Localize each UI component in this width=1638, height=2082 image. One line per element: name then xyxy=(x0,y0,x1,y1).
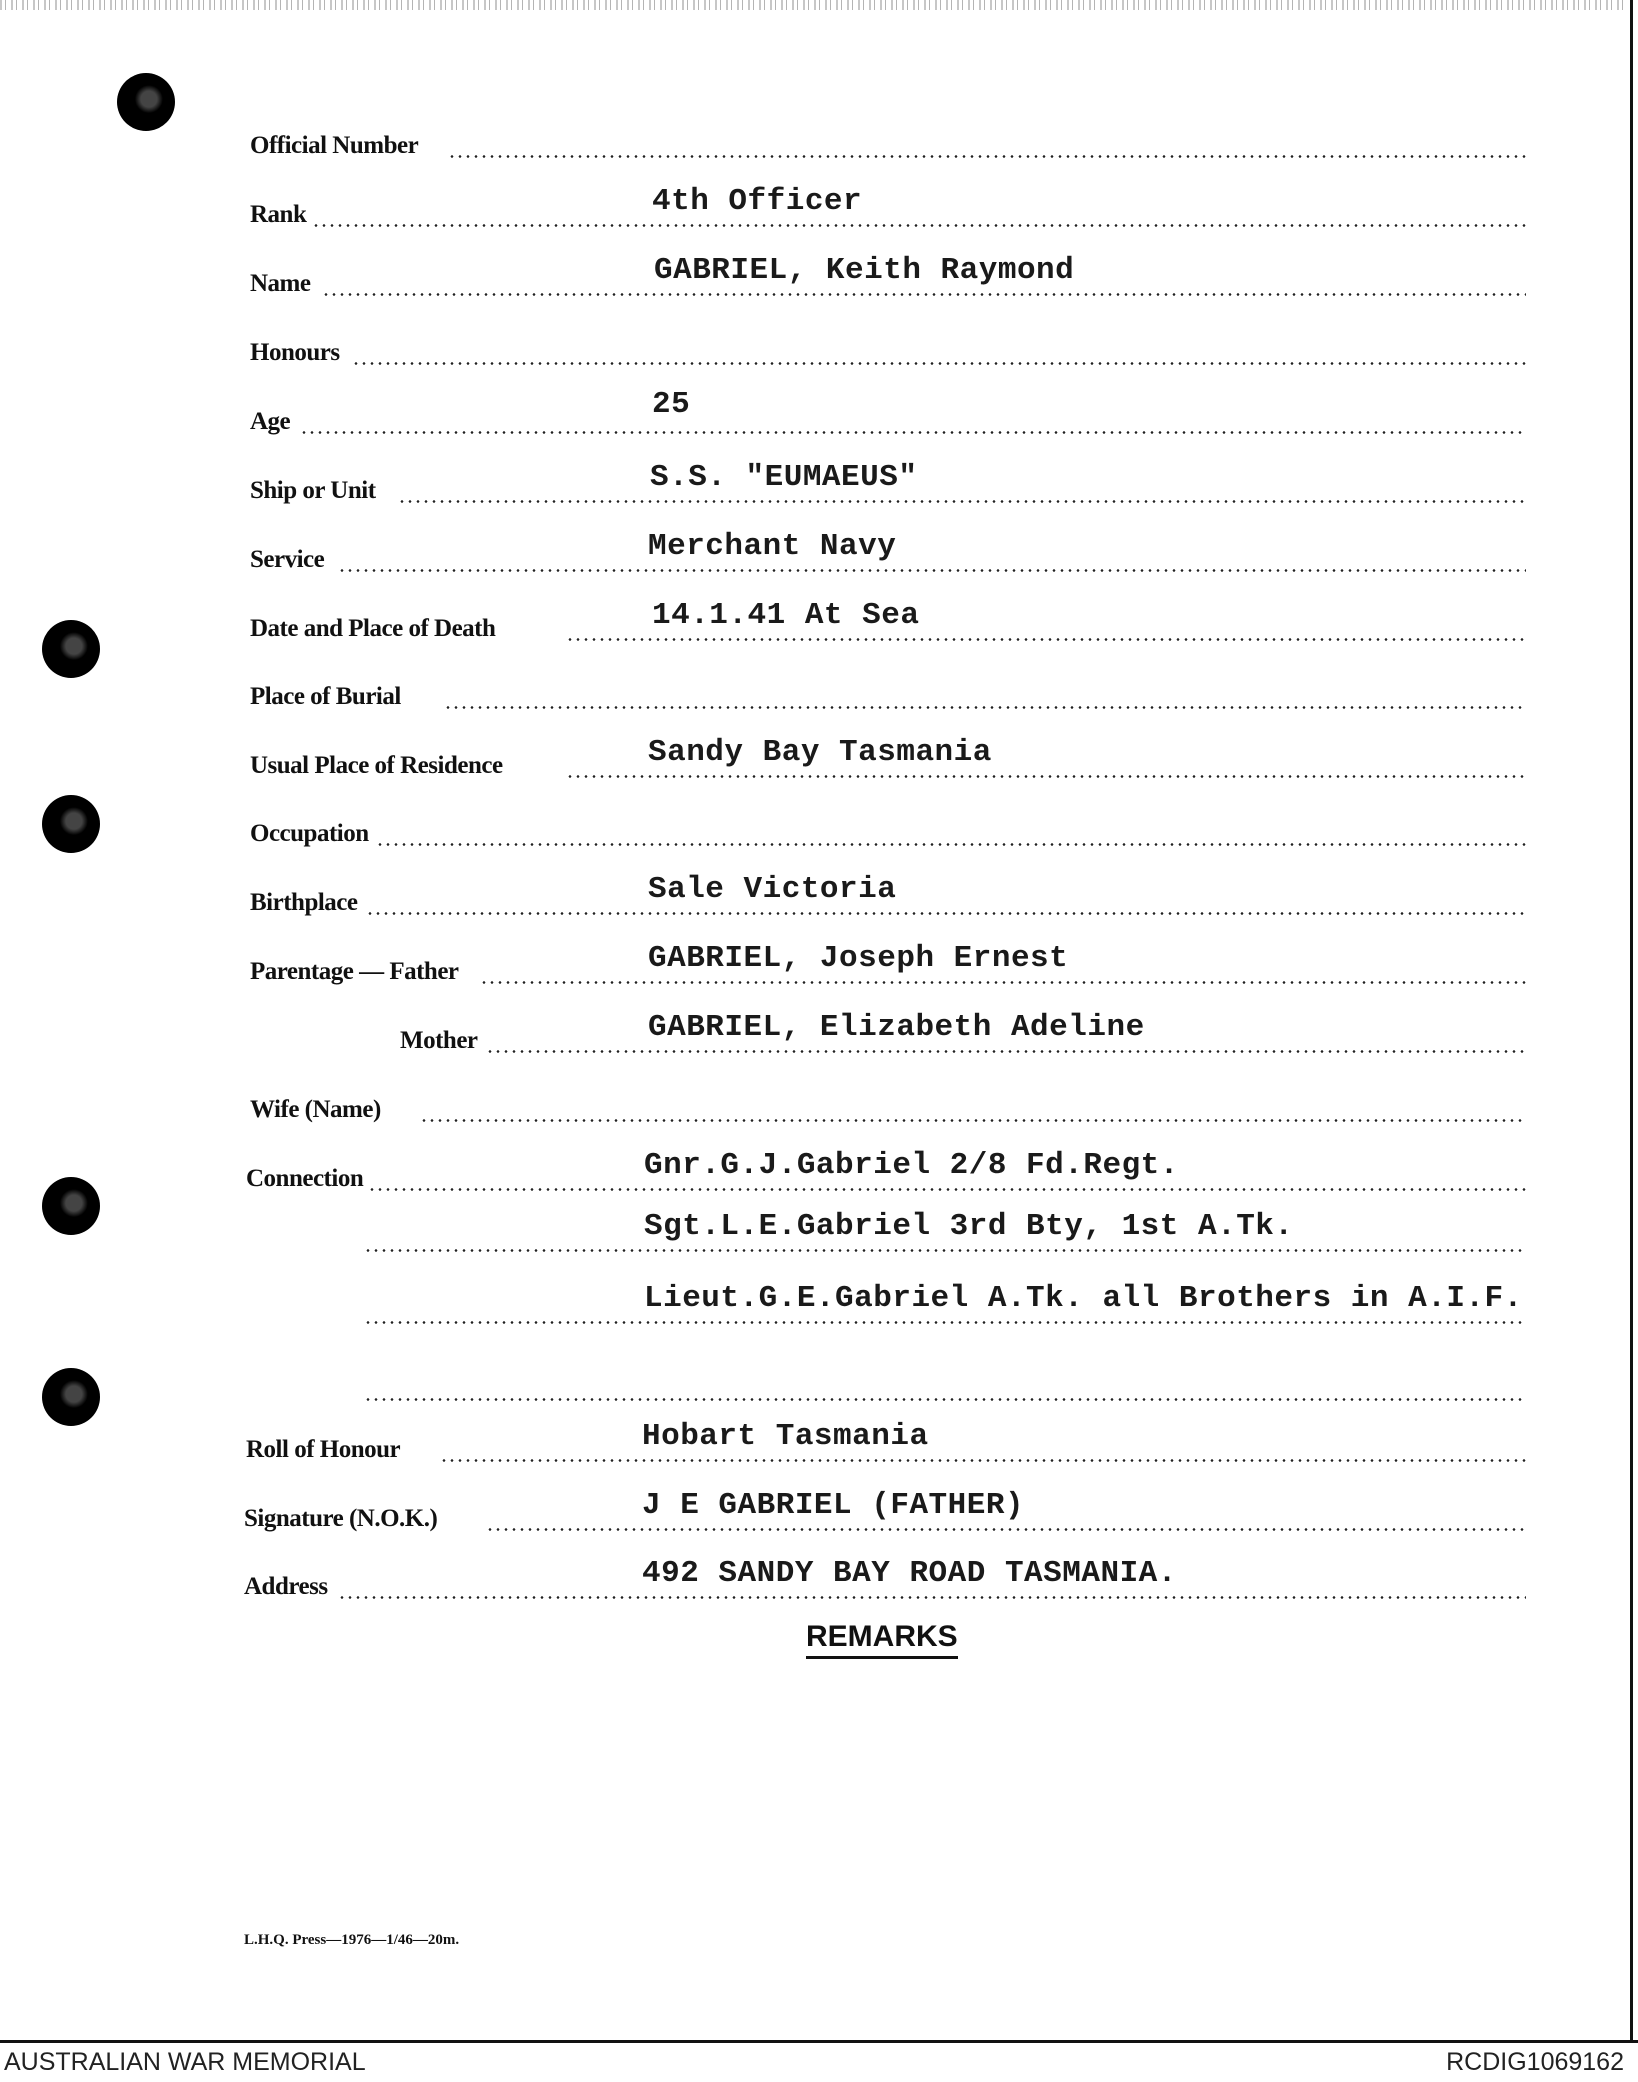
field-value: Sgt.L.E.Gabriel 3rd Bty, 1st A.Tk. xyxy=(644,1209,1294,1244)
dotted-line xyxy=(444,706,1526,709)
dotted-line xyxy=(440,1459,1526,1462)
dotted-line xyxy=(338,1596,1526,1599)
field-connection-line xyxy=(240,1355,1526,1405)
scan-artifact-top xyxy=(0,0,1638,10)
field-signature-nok xyxy=(240,1485,1526,1535)
dotted-line xyxy=(566,775,1526,778)
field-value: Sale Victoria xyxy=(648,872,897,907)
field-label: Occupation xyxy=(250,820,369,847)
field-value: 14.1.41 At Sea xyxy=(652,598,920,633)
field-value: Hobart Tasmania xyxy=(642,1419,929,1454)
dotted-line xyxy=(364,1398,1526,1401)
field-connection-line xyxy=(240,1278,1526,1328)
field-parentage-father xyxy=(240,938,1526,988)
field-label: Service xyxy=(250,546,325,573)
dotted-line xyxy=(338,569,1526,572)
field-date-place-of-death xyxy=(240,595,1526,645)
field-service xyxy=(240,526,1526,576)
field-place-of-burial xyxy=(240,663,1526,713)
dotted-line xyxy=(312,224,1526,227)
footer-rule xyxy=(0,2040,1638,2043)
field-label: Honours xyxy=(250,339,340,366)
field-address xyxy=(240,1553,1526,1603)
field-value: Lieut.G.E.Gabriel A.Tk. all Brothers in A.I.F. xyxy=(644,1281,1523,1316)
field-label: Date and Place of Death xyxy=(250,615,496,642)
field-label: Age xyxy=(250,408,291,435)
scan-artifact-right-edge xyxy=(1624,0,1638,2040)
field-value: Merchant Navy xyxy=(648,529,897,564)
field-label: Mother xyxy=(400,1027,478,1054)
field-value: GABRIEL, Elizabeth Adeline xyxy=(648,1010,1145,1045)
field-name xyxy=(240,250,1526,300)
punch-hole xyxy=(42,1368,100,1426)
field-parentage-mother xyxy=(240,1007,1526,1057)
punch-hole xyxy=(42,795,100,853)
dotted-line xyxy=(300,431,1526,434)
field-rank xyxy=(240,181,1526,231)
punch-hole xyxy=(117,73,175,131)
dotted-line xyxy=(322,293,1526,296)
punch-hole xyxy=(42,620,100,678)
field-occupation xyxy=(240,800,1526,850)
punch-hole xyxy=(42,1177,100,1235)
field-label: Usual Place of Residence xyxy=(250,752,503,779)
field-wife-name xyxy=(240,1076,1526,1126)
field-label: Roll of Honour xyxy=(246,1436,401,1463)
field-roll-of-honour xyxy=(240,1416,1526,1466)
field-age xyxy=(240,388,1526,438)
field-connection xyxy=(240,1145,1526,1195)
field-value: 4th Officer xyxy=(652,184,863,219)
remarks-heading: REMARKS xyxy=(806,1620,958,1659)
field-label: Signature (N.O.K.) xyxy=(244,1505,438,1532)
field-value: GABRIEL, Keith Raymond xyxy=(654,253,1075,288)
dotted-line xyxy=(366,912,1526,915)
field-label: Connection xyxy=(246,1165,364,1192)
field-value: J E GABRIEL (FATHER) xyxy=(642,1488,1025,1523)
field-label: Ship or Unit xyxy=(250,477,376,504)
dotted-line xyxy=(352,362,1526,365)
dotted-line xyxy=(420,1119,1526,1122)
field-ship-or-unit xyxy=(240,457,1526,507)
field-label: Rank xyxy=(250,201,307,228)
field-label: Parentage — Father xyxy=(250,958,459,985)
dotted-line xyxy=(448,155,1526,158)
dotted-line xyxy=(364,1321,1526,1324)
field-value: 25 xyxy=(652,387,691,422)
footer-archive-name: AUSTRALIAN WAR MEMORIAL xyxy=(4,2048,366,2076)
field-value: GABRIEL, Joseph Ernest xyxy=(648,941,1069,976)
field-birthplace xyxy=(240,869,1526,919)
dotted-line xyxy=(486,1528,1526,1531)
field-label: Birthplace xyxy=(250,889,358,916)
field-connection-line xyxy=(240,1206,1526,1256)
field-value: Sandy Bay Tasmania xyxy=(648,735,992,770)
dotted-line xyxy=(480,981,1526,984)
footer-item-id: RCDIG1069162 xyxy=(1446,2048,1624,2076)
field-value: S.S. "EUMAEUS" xyxy=(650,460,918,495)
dotted-line xyxy=(566,638,1526,641)
printer-imprint: L.H.Q. Press—1976—1/46—20m. xyxy=(244,1932,460,1948)
field-official-number xyxy=(240,112,1526,162)
field-value: Gnr.G.J.Gabriel 2/8 Fd.Regt. xyxy=(644,1148,1179,1183)
field-honours xyxy=(240,319,1526,369)
field-value: 492 SANDY BAY ROAD TASMANIA. xyxy=(642,1556,1177,1591)
dotted-line xyxy=(398,500,1526,503)
dotted-line xyxy=(368,1188,1526,1191)
field-usual-place-of-residence xyxy=(240,732,1526,782)
dotted-line xyxy=(486,1050,1526,1053)
field-label: Wife (Name) xyxy=(250,1096,381,1123)
field-label: Place of Burial xyxy=(250,683,401,710)
dotted-line xyxy=(364,1249,1526,1252)
field-label: Address xyxy=(244,1573,328,1600)
field-label: Official Number xyxy=(250,132,419,159)
dotted-line xyxy=(376,843,1526,846)
field-label: Name xyxy=(250,270,311,297)
